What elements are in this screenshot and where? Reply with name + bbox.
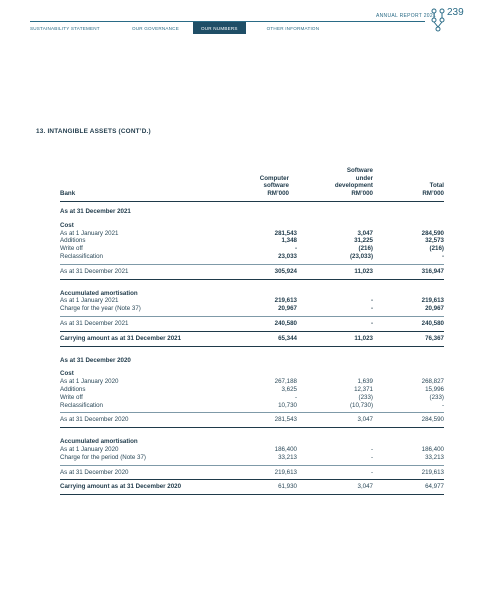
page-number: 239	[447, 7, 464, 18]
amortisation-label: Accumulated amortisation	[60, 289, 138, 297]
carrying-amount-row: Carrying amount as at 31 December 2020 61,930 3,047 64,977	[60, 483, 444, 491]
circuit-logo-icon	[430, 6, 446, 34]
intangible-assets-table	[60, 158, 444, 495]
table-row: Additions 1,348 31,225 32,573	[60, 237, 444, 245]
carrying-amount-row: Carrying amount as at 31 December 2021 65,344 11,023 76,367	[60, 334, 444, 342]
period-heading: As at 31 December 2020	[60, 356, 131, 364]
nav-other-information[interactable]: OTHER INFORMATION	[266, 25, 320, 31]
amortisation-label: Accumulated amortisation	[60, 438, 138, 446]
table-row: Additions 3,625 12,371 15,996	[60, 385, 444, 393]
cost-label: Cost	[60, 370, 74, 378]
table-row: Charge for the period (Note 37) 33,213 - 33,213	[60, 453, 444, 461]
table-header	[60, 158, 444, 198]
table-row: Charge for the year (Note 37) 20,967 - 20,967	[60, 305, 444, 313]
nav-our-governance[interactable]: OUR GOVERNANCE	[132, 25, 179, 31]
subtotal-row: As at 31 December 2021 240,580 - 240,580	[60, 319, 444, 327]
table-row: Write off - (216) (216)	[60, 245, 444, 253]
nav-our-numbers[interactable]: OUR NUMBERS	[193, 22, 246, 34]
col-header-total: Total RM’000	[422, 182, 444, 198]
section-divider	[60, 494, 444, 495]
table-row: As at 1 January 2020 267,188 1,639 268,827	[60, 378, 444, 386]
table-row: As at 1 January 2020 186,400 - 186,400	[60, 445, 444, 453]
table-row: As at 1 January 2021 281,543 3,047 284,590	[60, 229, 444, 237]
nav-sustainability-statement[interactable]: SUSTAINABILITY STATEMENT	[30, 25, 100, 31]
table-row: Write off - (233) (233)	[60, 393, 444, 401]
col-header-computer-software: Computer software RM’000	[259, 174, 289, 198]
report-label: ANNUAL REPORT 2021	[376, 13, 437, 19]
col-header-software-under-development: Software under development RM’000	[334, 166, 373, 198]
top-navigation	[30, 22, 319, 34]
cost-label: Cost	[60, 221, 74, 229]
subtotal-row: As at 31 December 2020 281,543 3,047 284,590	[60, 416, 444, 424]
subtotal-row: As at 31 December 2021 305,924 11,023 316,947	[60, 267, 444, 275]
bank-label: Bank	[60, 190, 76, 198]
table-row: Reclassification 10,730 (10,730) -	[60, 401, 444, 409]
table-row: As at 1 January 2021 219,613 - 219,613	[60, 297, 444, 305]
section-title: 13. INTANGIBLE ASSETS (CONT’D.)	[36, 128, 151, 135]
subtotal-row: As at 31 December 2020 219,613 - 219,613	[60, 468, 444, 476]
period-heading: As at 31 December 2021	[60, 208, 131, 215]
table-row: Reclassification 23,033 (23,033) -	[60, 252, 444, 260]
